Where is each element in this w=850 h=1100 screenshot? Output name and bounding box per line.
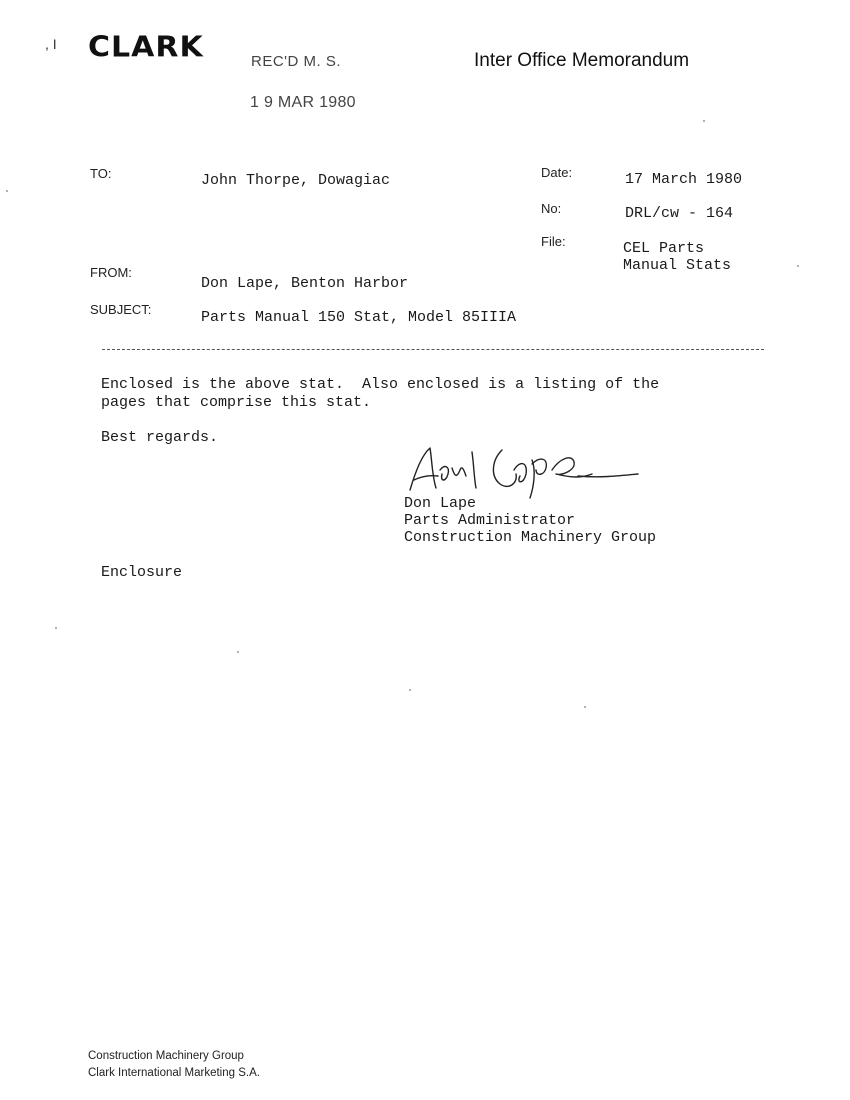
to-label: TO: bbox=[90, 166, 112, 181]
footer-line-1: Construction Machinery Group bbox=[88, 1050, 244, 1062]
date-label: Date: bbox=[541, 165, 573, 180]
memo-body bbox=[101, 376, 741, 412]
number-value: DRL/cw - 164 bbox=[625, 205, 734, 222]
footer-line-2: Clark International Marketing S.A. bbox=[88, 1067, 260, 1079]
dashed-divider bbox=[102, 349, 764, 350]
scan-speck bbox=[409, 689, 411, 691]
signer-name: Don Lape bbox=[404, 495, 477, 512]
enclosure-note: Enclosure bbox=[101, 564, 183, 581]
received-date-stamp: 1 9 MAR 1980 bbox=[250, 94, 356, 111]
scan-speck bbox=[55, 627, 57, 629]
subject-value: Parts Manual 150 Stat, Model 85IIIA bbox=[201, 309, 517, 326]
body-line-2: pages that comprise this stat. bbox=[101, 394, 372, 411]
signature-block bbox=[404, 495, 656, 546]
scan-speck bbox=[237, 651, 239, 653]
signer-group: Construction Machinery Group bbox=[404, 529, 657, 546]
from-value: Don Lape, Benton Harbor bbox=[201, 275, 409, 292]
memo-title: Inter Office Memorandum bbox=[474, 50, 690, 71]
subject-label: SUBJECT: bbox=[90, 302, 152, 317]
file-value-line2: Manual Stats bbox=[623, 257, 732, 274]
signer-title: Parts Administrator bbox=[404, 512, 576, 529]
file-label: File: bbox=[541, 234, 566, 249]
body-line-1: Enclosed is the above stat. Also enclosed is a listing of the bbox=[101, 376, 660, 393]
scan-speck bbox=[584, 706, 586, 708]
file-value-line1: CEL Parts bbox=[623, 240, 705, 257]
from-label: FROM: bbox=[90, 265, 132, 280]
to-value: John Thorpe, Dowagiac bbox=[201, 172, 391, 189]
scan-speck bbox=[6, 190, 8, 192]
scan-speck bbox=[703, 120, 705, 122]
number-label: No: bbox=[541, 201, 562, 216]
received-stamp: REC'D M. S. bbox=[251, 53, 342, 70]
closing: Best regards. bbox=[101, 429, 219, 446]
date-value: 17 March 1980 bbox=[625, 171, 743, 188]
company-logo: CLARK bbox=[88, 30, 204, 65]
logo-mark: , I bbox=[45, 36, 57, 52]
scan-speck bbox=[797, 265, 799, 267]
